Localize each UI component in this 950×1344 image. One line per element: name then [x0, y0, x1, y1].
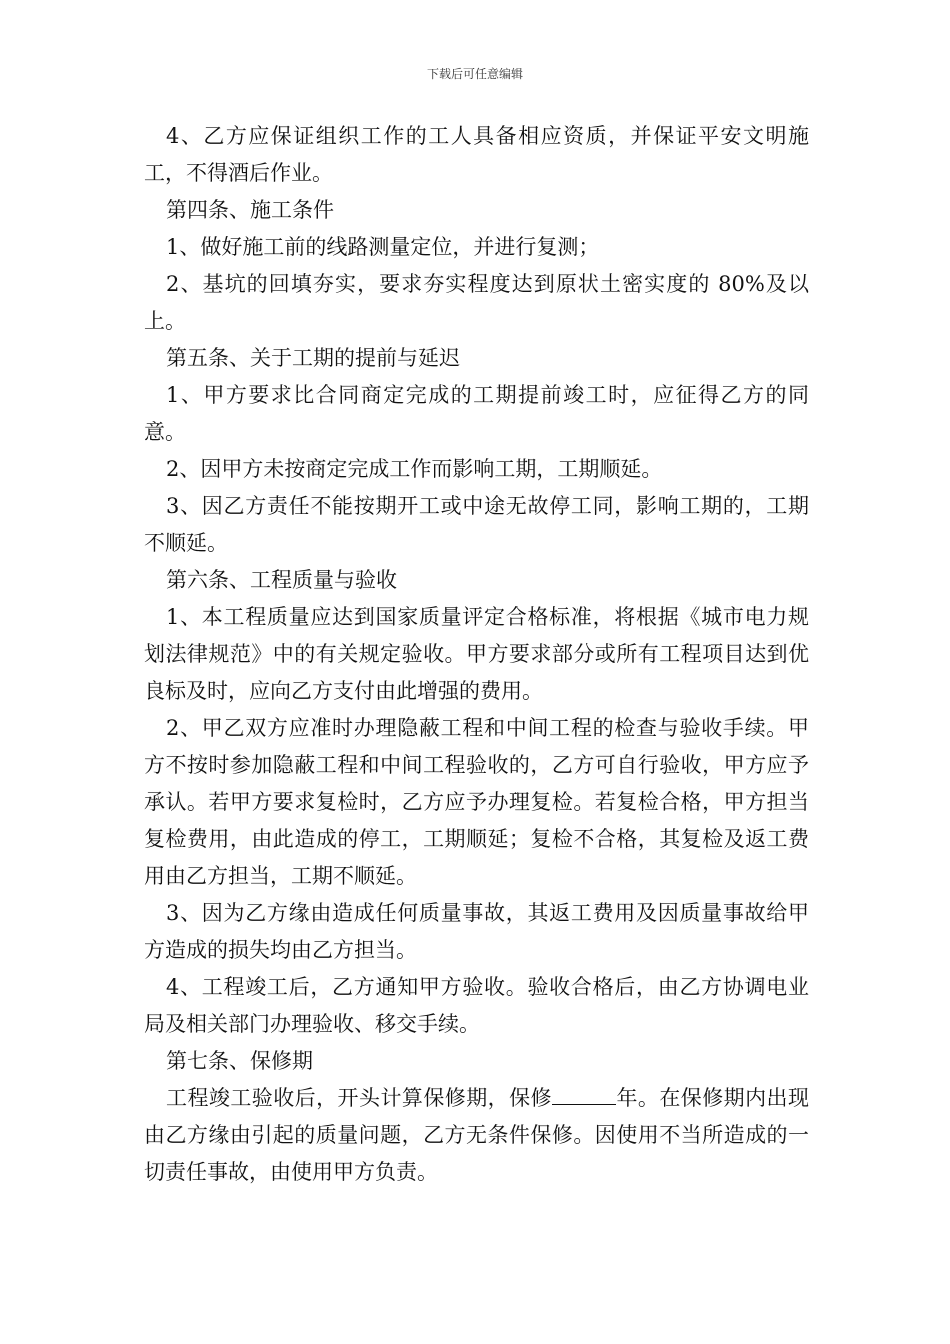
clause-3-item-4: 4、乙方应保证组织工作的工人具备相应资质，并保证平安文明施工，不得酒后作业。 [144, 124, 809, 185]
article-4-item-2: 2、基坑的回填夯实，要求夯实程度达到原状土密实度的 80%及以上。 [144, 272, 809, 333]
article-5-item-2: 2、因甲方未按商定完成工作而影响工期，工期顺延。 [166, 457, 663, 481]
document-body [144, 118, 809, 1191]
article-4-item-1: 1、做好施工前的线路测量定位，并进行复测； [166, 235, 600, 259]
article-6-item-4: 4、工程竣工后，乙方通知甲方验收。验收合格后，由乙方协调电业局及相关部门办理验收、移交手续。 [144, 975, 809, 1036]
warranty-years-blank [552, 1084, 616, 1105]
warranty-text-before: 工程竣工验收后，开头计算保修期，保修 [166, 1086, 552, 1110]
warranty-text-after: 年。在保修期内出现由乙方缘由引起的质量问题，乙方无条件保修。因使用不当所造成的一切责任事故，由使用甲方负责。 [144, 1086, 809, 1184]
article-6-item-3: 3、因为乙方缘由造成任何质量事故，其返工费用及因质量事故给甲方造成的损失均由乙方担当。 [144, 901, 809, 962]
article-5-item-1: 1、甲方要求比合同商定完成的工期提前竣工时，应征得乙方的同意。 [144, 383, 809, 444]
page-header: 下载后可任意编辑 [426, 67, 523, 81]
article-4-heading: 第四条、施工条件 [166, 198, 334, 222]
article-7-heading: 第七条、保修期 [166, 1049, 313, 1073]
article-6-heading: 第六条、工程质量与验收 [166, 568, 397, 592]
article-6-item-1: 1、本工程质量应达到国家质量评定合格标准，将根据《城市电力规划法律规范》中的有关规定验收。甲方要求部分或所有工程项目达到优良标及时，应向乙方支付由此增强的费用。 [144, 605, 809, 703]
article-5-heading: 第五条、关于工期的提前与延迟 [166, 346, 460, 370]
article-6-item-2: 2、甲乙双方应准时办理隐蔽工程和中间工程的检查与验收手续。甲方不按时参加隐蔽工程和中间工程验收的，乙方可自行验收，甲方应予承认。若甲方要求复检时，乙方应予办理复检。若复检合格，甲方担当复检费用，由此造成的停工，工期顺延；复检不合格，其复检及返工费用由乙方担当，工期不顺延。 [144, 716, 809, 888]
article-7-text [144, 1080, 809, 1191]
article-5-item-3: 3、因乙方责任不能按期开工或中途无故停工同，影响工期的，工期不顺延。 [144, 494, 809, 555]
